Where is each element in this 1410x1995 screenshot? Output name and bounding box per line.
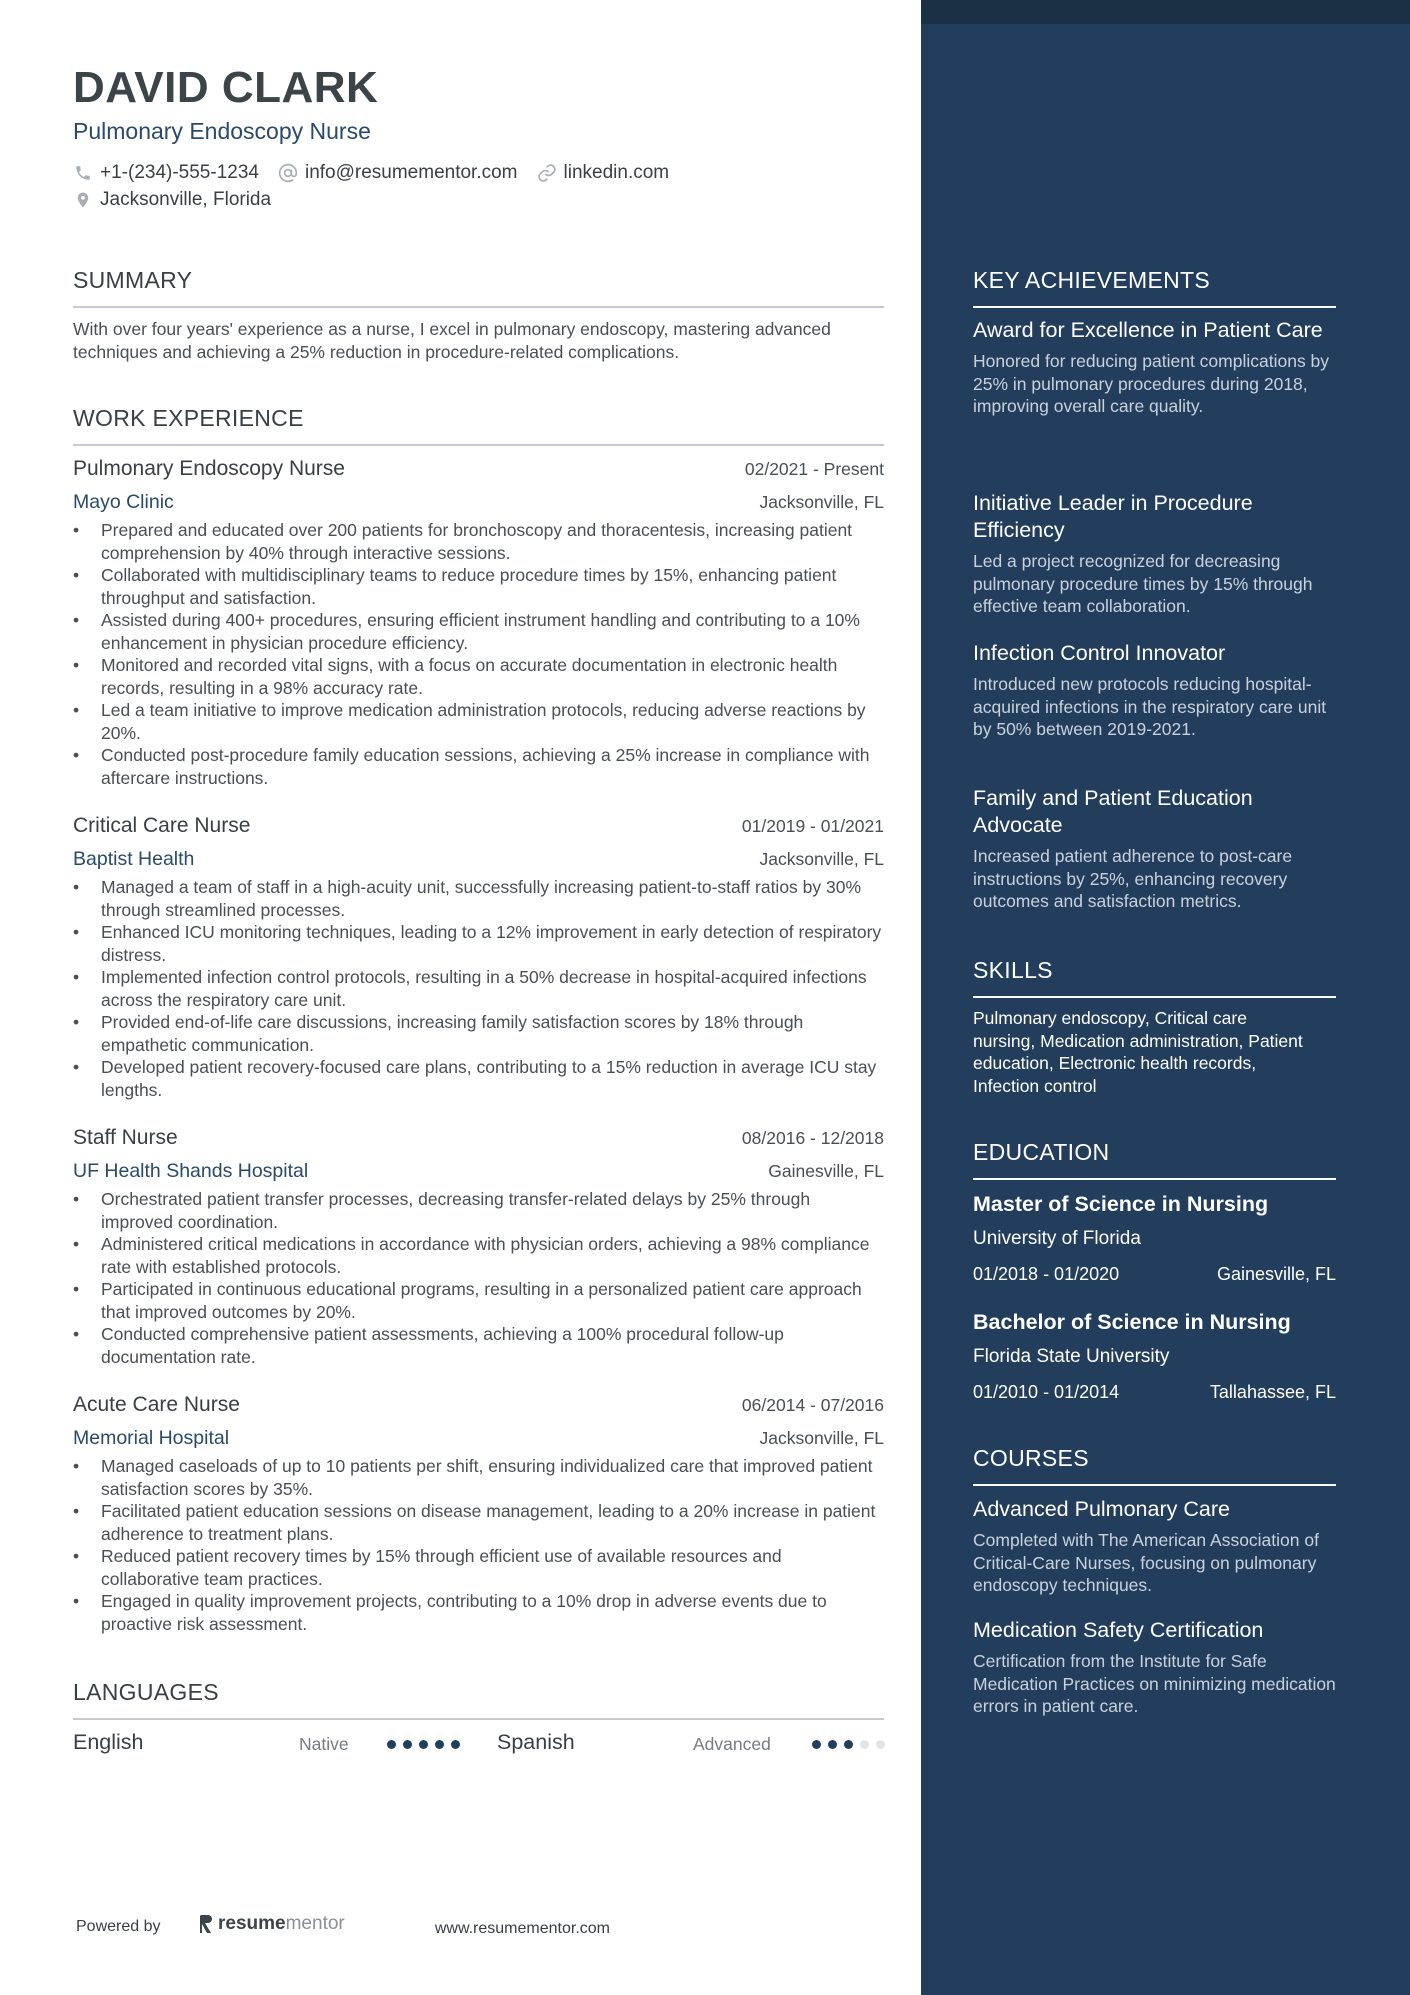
job-bullets: [73, 876, 884, 1101]
language-level: Native: [299, 1734, 349, 1754]
job-bullets: [73, 1455, 884, 1635]
location-text: Jacksonville, Florida: [100, 189, 272, 210]
achievement-item: [973, 785, 1343, 913]
rating-dot-empty: [860, 1740, 869, 1749]
job-bullet: • Administered critical medications in accordance with physician orders, achieving a 98% compliance rate with established protocols.: [101, 1233, 884, 1278]
job-bullet: • Monitored and recorded vital signs, with a focus on accurate documentation in electronic health records, resulting in a 98% accuracy rate.: [101, 654, 884, 699]
achievement-item: [973, 490, 1343, 618]
rating-dot-filled: [844, 1740, 853, 1749]
job-dates: 06/2014 - 07/2016: [741, 1395, 884, 1415]
achievements-heading: KEY ACHIEVEMENTS: [973, 266, 1336, 308]
job-location: Jacksonville, FL: [759, 849, 884, 869]
job-entry: [73, 455, 884, 789]
skills-heading: SKILLS: [973, 956, 1336, 998]
email-text: info@resumementor.com: [304, 162, 518, 183]
achievement-title: Family and Patient Education Advocate: [973, 786, 1253, 837]
rating-dot-filled: [451, 1740, 460, 1749]
languages-heading: LANGUAGES: [73, 1678, 884, 1720]
contact-phone[interactable]: [73, 162, 259, 184]
course-desc: Certification from the Institute for Safe Medication Practices on minimizing medication errors in patient care.: [973, 1651, 1336, 1716]
job-bullet: • Conducted post-procedure family education sessions, achieving a 25% increase in compliance with aftercare instructions.: [101, 744, 884, 789]
skills-text: Pulmonary endoscopy, Critical care nursing, Medication administration, Patient education, Electronic health records, Infection control: [973, 1008, 1303, 1096]
job-title: Critical Care Nurse: [73, 814, 251, 837]
brand-mark-icon: [199, 1914, 213, 1934]
rating-dot-empty: [876, 1740, 885, 1749]
achievement-title: Initiative Leader in Procedure Efficiency: [973, 491, 1253, 542]
job-title: Acute Care Nurse: [73, 1393, 240, 1416]
job-bullet: • Orchestrated patient transfer processes, decreasing transfer-related delays by 25% through improved coordination.: [101, 1188, 884, 1233]
achievement-item: [973, 317, 1343, 418]
job-bullet: • Prepared and educated over 200 patients for bronchoscopy and thoracentesis, increasing patient comprehension by 40% through interactive sessions.: [101, 519, 884, 564]
language-rating: [812, 1740, 892, 1749]
education-school: Florida State University: [973, 1346, 1170, 1367]
link-icon: [537, 163, 557, 183]
job-bullet: • Facilitated patient education sessions on disease management, leading to a 20% increase in patient adherence to treatment plans.: [101, 1500, 884, 1545]
job-location: Gainesville, FL: [768, 1161, 884, 1181]
education-school: University of Florida: [973, 1228, 1141, 1249]
education-item: [973, 1190, 1336, 1286]
job-bullet: • Engaged in quality improvement projects, contributing to a 10% drop in adverse events due to proactive risk assessment.: [101, 1590, 884, 1635]
job-dates: 08/2016 - 12/2018: [741, 1128, 884, 1148]
job-bullet: • Collaborated with multidisciplinary teams to reduce procedure times by 15%, enhancing patient throughput and satisfaction.: [101, 564, 884, 609]
job-bullet: • Assisted during 400+ procedures, ensuring efficient instrument handling and contributing to a 10% enhancement in physician procedure efficiency.: [101, 609, 884, 654]
education-location: Tallahassee, FL: [1209, 1382, 1336, 1402]
job-entry: [73, 812, 884, 1101]
rating-dot-filled: [419, 1740, 428, 1749]
language-name: English: [73, 1730, 144, 1754]
summary-heading: SUMMARY: [73, 266, 884, 308]
job-bullets: [73, 1188, 884, 1368]
course-title: Advanced Pulmonary Care: [973, 1497, 1230, 1521]
contact-line: [73, 160, 688, 186]
job-title: Staff Nurse: [73, 1126, 178, 1149]
job-bullet: • Managed caseloads of up to 10 patients per shift, ensuring individualized care that improved patient satisfaction scores by 35%.: [101, 1455, 884, 1500]
achievement-desc: Increased patient adherence to post-care instructions by 25%, enhancing recovery outcomes and satisfaction metrics.: [973, 846, 1293, 911]
candidate-name: DAVID CLARK: [73, 63, 379, 112]
achievement-title: Infection Control Innovator: [973, 641, 1226, 665]
brand-light: mentor: [285, 1913, 345, 1934]
footer-url[interactable]: www.resumementor.com: [434, 1920, 610, 1937]
phone-text: +1-(234)-555-1234: [100, 162, 259, 183]
course-title: Medication Safety Certification: [973, 1618, 1264, 1642]
rating-dot-filled: [387, 1740, 396, 1749]
job-bullet: • Developed patient recovery-focused care plans, contributing to a 15% reduction in average ICU stay lengths.: [101, 1056, 884, 1101]
job-entry: [73, 1391, 884, 1635]
language-name: Spanish: [497, 1730, 575, 1754]
job-bullet: • Provided end-of-life care discussions, increasing family satisfaction scores by 18% through empathetic communication.: [101, 1011, 884, 1056]
at-sign-icon: [278, 163, 298, 183]
job-bullet: • Led a team initiative to improve medication administration protocols, reducing adverse reactions by 20%.: [101, 699, 884, 744]
location-item: [73, 189, 271, 211]
achievement-desc: Led a project recognized for decreasing pulmonary procedure times by 15% through effective team collaboration.: [973, 551, 1313, 616]
job-bullet: • Participated in continuous educational programs, resulting in a personalized patient care approach that improved outcomes by 20%.: [101, 1278, 884, 1323]
job-dates: 01/2019 - 01/2021: [741, 816, 884, 836]
rating-dot-filled: [403, 1740, 412, 1749]
linkedin-text: linkedin.com: [563, 162, 670, 183]
language-rating: [387, 1740, 467, 1749]
rating-dot-filled: [435, 1740, 444, 1749]
powered-by-text: Powered by: [76, 1918, 161, 1935]
achievement-desc: Introduced new protocols reducing hospital-acquired infections in the respiratory care unit by 50% between 2019-2021.: [973, 674, 1327, 739]
education-heading: EDUCATION: [973, 1138, 1336, 1180]
job-company: Mayo Clinic: [73, 491, 174, 513]
languages-row: [73, 1728, 884, 1762]
job-bullet: • Enhanced ICU monitoring techniques, leading to a 12% improvement in early detection of respiratory distress.: [101, 921, 884, 966]
achievement-title: Award for Excellence in Patient Care: [973, 318, 1323, 342]
candidate-role: Pulmonary Endoscopy Nurse: [73, 118, 371, 144]
job-bullet: • Implemented infection control protocols, resulting in a 50% decrease in hospital-acquired infections across the respiratory care unit.: [101, 966, 884, 1011]
brand-bold: resume: [218, 1913, 286, 1934]
contact-email[interactable]: [278, 162, 518, 184]
education-dates: 01/2018 - 01/2020: [973, 1264, 1120, 1284]
sidebar-top-band: [921, 0, 1410, 24]
job-company: Memorial Hospital: [73, 1427, 230, 1449]
education-degree: Master of Science in Nursing: [973, 1192, 1269, 1216]
courses-heading: COURSES: [973, 1444, 1336, 1486]
job-company: Baptist Health: [73, 848, 195, 870]
job-bullet: • Reduced patient recovery times by 15% through efficient use of available resources and collaborative team practices.: [101, 1545, 884, 1590]
education-dates: 01/2010 - 01/2014: [973, 1382, 1120, 1402]
job-bullets: [73, 519, 884, 789]
course-desc: Completed with The American Association of Critical-Care Nurses, focusing on pulmonary endoscopy techniques.: [973, 1530, 1319, 1595]
education-item: [973, 1308, 1336, 1404]
education-location: Gainesville, FL: [1216, 1264, 1336, 1284]
education-degree: Bachelor of Science in Nursing: [973, 1310, 1291, 1334]
rating-dot-filled: [812, 1740, 821, 1749]
experience-heading: WORK EXPERIENCE: [73, 404, 884, 446]
job-company: UF Health Shands Hospital: [73, 1160, 309, 1182]
job-bullet: • Managed a team of staff in a high-acuity unit, successfully increasing patient-to-staff ratios by 30% through streamlined processes.: [101, 876, 884, 921]
phone-icon: [73, 163, 93, 183]
resumementor-logo[interactable]: [199, 1913, 345, 1935]
contact-linkedin[interactable]: [537, 162, 670, 184]
job-location: Jacksonville, FL: [759, 492, 884, 512]
rating-dot-filled: [828, 1740, 837, 1749]
job-location: Jacksonville, FL: [759, 1428, 884, 1448]
map-pin-icon: [73, 190, 93, 210]
job-entry: [73, 1124, 884, 1368]
summary-text: With over four years' experience as a nurse, I excel in pulmonary endoscopy, mastering advanced techniques and achieving a 25% reduction in procedure-related complications.: [73, 319, 831, 362]
job-title: Pulmonary Endoscopy Nurse: [73, 457, 345, 480]
contact-location: [73, 187, 290, 213]
job-dates: 02/2021 - Present: [744, 459, 884, 479]
course-item: [973, 1617, 1343, 1718]
language-level: Advanced: [693, 1734, 771, 1754]
achievement-item: [973, 640, 1343, 741]
job-bullet: • Conducted comprehensive patient assessments, achieving a 100% procedural follow-up documentation rate.: [101, 1323, 884, 1368]
course-item: [973, 1496, 1343, 1597]
achievement-desc: Honored for reducing patient complications by 25% in pulmonary procedures during 2018, improving overall care quality.: [973, 351, 1330, 416]
